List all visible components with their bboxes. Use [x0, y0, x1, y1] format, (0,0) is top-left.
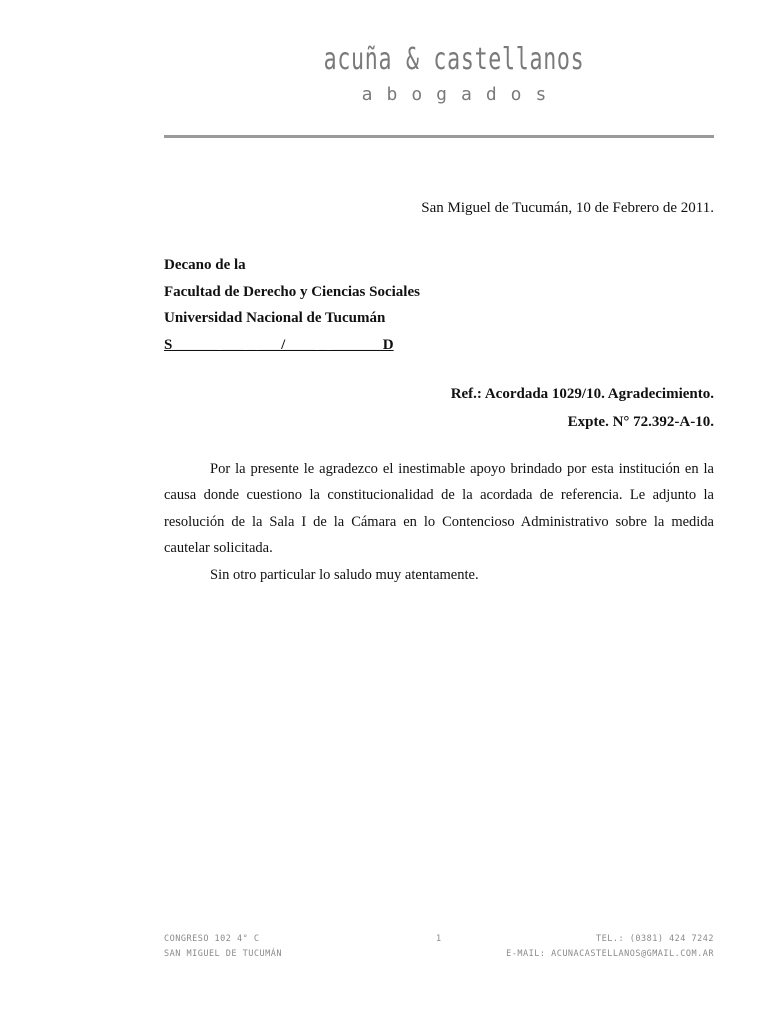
footer-address-line-1: CONGRESO 102 4° C [164, 934, 260, 944]
date-line: San Miguel de Tucumán, 10 de Febrero de 2011. [421, 200, 714, 216]
letter-body [164, 456, 714, 588]
letterhead [0, 40, 768, 108]
reference-line: Ref.: Acordada 1029/10. Agradecimiento. [450, 386, 714, 402]
footer [164, 932, 714, 964]
expediente-line: Expte. N° 72.392-A-10. [567, 414, 714, 430]
body-paragraph-2: Sin otro particular lo saludo muy atentamente. [210, 566, 479, 583]
footer-phone: TEL.: (0381) 424 7242 [596, 934, 714, 944]
addressee-line-4: S______ ___ _ ___/____ _ _______D [164, 336, 394, 353]
footer-address-line-2: SAN MIGUEL DE TUCUMÁN [164, 949, 282, 959]
firm-subtitle-logo: abogados [361, 84, 561, 105]
addressee-line-1: Decano de la [164, 257, 246, 273]
addressee-line-3: Universidad Nacional de Tucumán [164, 310, 386, 326]
addressee-line-2: Facultad de Derecho y Ciencias Sociales [164, 283, 420, 300]
addressee-block [164, 252, 420, 358]
header-divider [164, 135, 714, 138]
body-paragraph-1: Por la presente le agradezco el inestimable apoyo brindado por esta institución en la causa donde cuestiono la constitucionalidad de la acordada de referencia. Le adjunto la resolución de la Sala I de la Cámara en lo Contencioso Administrativo sobre la medida cautelar solicitada. [164, 461, 714, 557]
footer-contact [506, 932, 714, 962]
footer-address [164, 932, 282, 962]
page-number: 1 [436, 934, 442, 944]
firm-name-logo: acuña & castellanos [323, 42, 585, 77]
reference-block [451, 380, 714, 436]
footer-email: E-MAIL: ACUNACASTELLANOS@GMAIL.COM.AR [506, 949, 714, 959]
